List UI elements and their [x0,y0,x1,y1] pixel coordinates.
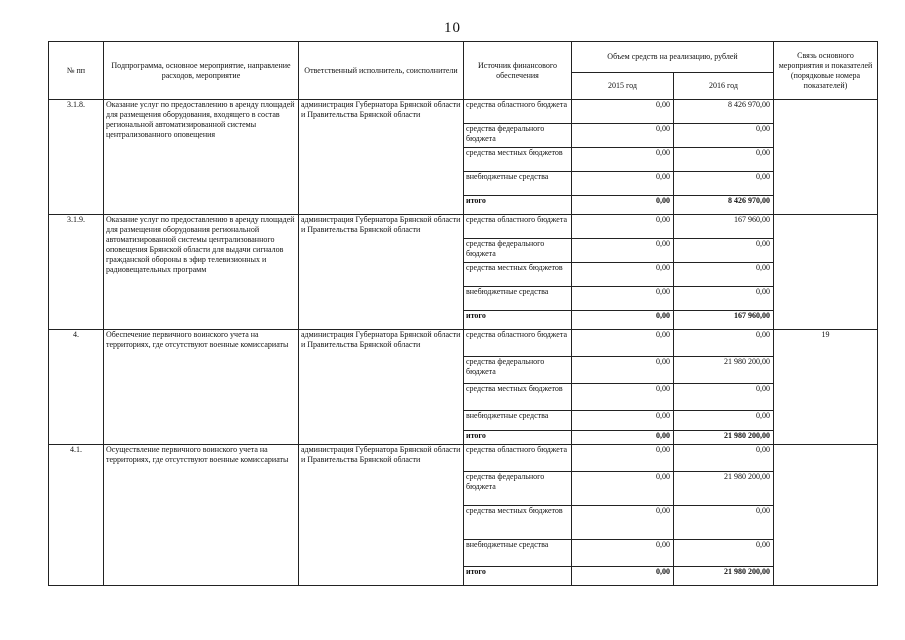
row-number: 3.1.8. [49,100,104,215]
amount-2015: 0,00 [572,472,674,506]
amount-2016: 0,00 [674,263,774,287]
funding-source: средства местных бюджетов [464,384,572,411]
funding-source: средства областного бюджета [464,215,572,239]
funding-source: средства местных бюджетов [464,506,572,540]
indicator-link: 19 [774,330,878,445]
row-number: 3.1.9. [49,215,104,330]
amount-2016: 8 426 970,00 [674,196,774,215]
amount-2016: 167 960,00 [674,215,774,239]
funding-source: средства местных бюджетов [464,263,572,287]
table-row [49,100,878,124]
header-volume: Объем средств на реализацию, рублей [572,42,774,73]
funding-source: внебюджетные средства [464,411,572,431]
funding-source: средства федерального бюджета [464,472,572,506]
header-executor: Ответственный исполнитель, соисполнители [299,42,464,100]
funding-source: средства областного бюджета [464,330,572,357]
amount-2015: 0,00 [572,196,674,215]
amount-2016: 21 980 200,00 [674,567,774,586]
indicator-link [774,445,878,586]
amount-2016: 0,00 [674,330,774,357]
amount-2016: 0,00 [674,124,774,148]
funding-source: средства областного бюджета [464,100,572,124]
executor: администрация Губернатора Брянской области и Правительства Брянской области [299,445,464,586]
funding-source: итого [464,431,572,445]
row-number: 4.1. [49,445,104,586]
header-number: № пп [49,42,104,100]
table-row [49,330,878,357]
amount-2016: 8 426 970,00 [674,100,774,124]
funding-source: итого [464,567,572,586]
table-row [49,215,878,239]
amount-2015: 0,00 [572,263,674,287]
amount-2016: 0,00 [674,239,774,263]
amount-2016: 21 980 200,00 [674,472,774,506]
amount-2015: 0,00 [572,567,674,586]
amount-2016: 167 960,00 [674,311,774,330]
funding-source: средства федерального бюджета [464,124,572,148]
amount-2015: 0,00 [572,124,674,148]
amount-2015: 0,00 [572,172,674,196]
header-source: Источник финансового обеспечения [464,42,572,100]
executor: администрация Губернатора Брянской области и Правительства Брянской области [299,215,464,330]
funding-source: итого [464,311,572,330]
header-year-2016: 2016 год [674,73,774,100]
funding-source: средства федерального бюджета [464,357,572,384]
amount-2015: 0,00 [572,357,674,384]
funding-source: внебюджетные средства [464,540,572,567]
amount-2015: 0,00 [572,287,674,311]
amount-2016: 0,00 [674,411,774,431]
header-year-2015: 2015 год [572,73,674,100]
amount-2015: 0,00 [572,384,674,411]
table-body [49,100,878,586]
executor: администрация Губернатора Брянской области и Правительства Брянской области [299,330,464,445]
activity-name: Оказание услуг по предоставлению в аренду площадей для размещения оборудования, входящего в состав региональной автоматизированной системы централизованного оповещения [104,100,299,215]
amount-2015: 0,00 [572,148,674,172]
amount-2016: 21 980 200,00 [674,431,774,445]
amount-2016: 0,00 [674,445,774,472]
funding-source: средства федерального бюджета [464,239,572,263]
amount-2015: 0,00 [572,431,674,445]
amount-2016: 0,00 [674,287,774,311]
header-program: Подпрограмма, основное мероприятие, направление расходов, мероприятие [104,42,299,100]
page-number: 10 [444,20,461,36]
table-row [49,445,878,472]
activity-name: Оказание услуг по предоставлению в аренду площадей для размещения оборудования региональной автоматизированной системы централизованного оповещения Брянской области для выдачи сигналов гражданской обороны в эфир телевизионных и радиовещательных программ [104,215,299,330]
amount-2015: 0,00 [572,330,674,357]
amount-2015: 0,00 [572,215,674,239]
activity-name: Осуществление первичного воинского учета на территориях, где отсутствуют военные комиссариаты [104,445,299,586]
budget-table [48,41,878,586]
funding-source: итого [464,196,572,215]
indicator-link [774,215,878,330]
amount-2016: 0,00 [674,540,774,567]
amount-2015: 0,00 [572,506,674,540]
funding-source: средства областного бюджета [464,445,572,472]
funding-source: средства местных бюджетов [464,148,572,172]
amount-2015: 0,00 [572,540,674,567]
amount-2016: 21 980 200,00 [674,357,774,384]
activity-name: Обеспечение первичного воинского учета на территориях, где отсутствуют военные комиссариаты [104,330,299,445]
amount-2015: 0,00 [572,100,674,124]
amount-2015: 0,00 [572,411,674,431]
header-link: Связь основного мероприятия и показателей (порядковые номера показателей) [774,42,878,100]
indicator-link [774,100,878,215]
amount-2016: 0,00 [674,172,774,196]
funding-source: внебюджетные средства [464,287,572,311]
funding-source: внебюджетные средства [464,172,572,196]
amount-2016: 0,00 [674,148,774,172]
amount-2015: 0,00 [572,239,674,263]
amount-2016: 0,00 [674,384,774,411]
amount-2016: 0,00 [674,506,774,540]
amount-2015: 0,00 [572,445,674,472]
amount-2015: 0,00 [572,311,674,330]
row-number: 4. [49,330,104,445]
executor: администрация Губернатора Брянской области и Правительства Брянской области [299,100,464,215]
